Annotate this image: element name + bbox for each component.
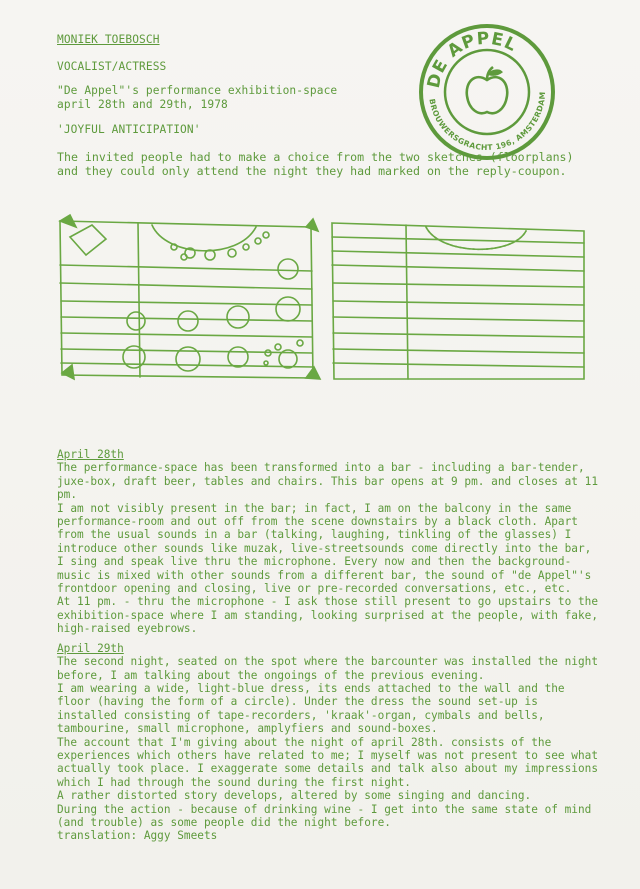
paragraph: The second night, seated on the spot where the barcounter was installed the night before, I am talking about the ongoings of the previous evening. bbox=[57, 655, 598, 682]
translation-credit: translation: Aggy Smeets bbox=[57, 829, 218, 843]
svg-text:BROUWERSGRACHT 196, AMSTERDAM: BROUWERSGRACHT 196, AMSTERDAM bbox=[427, 91, 548, 153]
paragraph: The account that I'm giving about the night of april 28th. consists of the experiences which others have related to me; I myself was not present to see what actually took place. I exaggerate some details and talk also about my impressions which I had through the sound during the first night. bbox=[57, 735, 598, 789]
floorplan-night-1 bbox=[60, 215, 320, 379]
paragraph: A rather distorted story develops, altered by some singing and dancing. bbox=[57, 789, 532, 803]
de-appel-stamp-logo bbox=[417, 22, 557, 162]
venue-line-1: "De Appel"'s performance exhibition-space bbox=[57, 84, 338, 97]
performance-description bbox=[57, 448, 602, 843]
venue-line-2: april 28th and 29th, 1978 bbox=[57, 98, 228, 111]
section-heading-april-29: April 29th bbox=[57, 641, 124, 655]
paragraph: I am wearing a wide, light-blue dress, its ends attached to the wall and the floor (having the form of a circle). Under the dress the sound set-up is installed consisting of tape-recorders, 'kraak'-organ, cymbals and bells, tambourine, small microphone, amplyfiers and sound-boxes. bbox=[57, 681, 565, 736]
paragraph: I am not visibly present in the bar; in fact, I am on the balcony in the same performance-room and out off from the scene downstairs by a black cloth. Apart from the usual sounds in a bar (talking, laughing, tinkling of the glasses) I introduce other sounds like muzak, live-streetsounds come directly into the bar, I sing and speak live thru the microphone. Every now and then the background-music is mixed with other sounds from a different bar, the sound of "de Appel"'s frontdoor opening and closing, live or pre-recorded conversations, etc., etc. bbox=[57, 501, 592, 596]
artist-name: MONIEK TOEBOSCH bbox=[57, 33, 160, 46]
floorplan-sketches bbox=[56, 213, 590, 388]
svg-text:DE APPEL: DE APPEL bbox=[423, 28, 521, 91]
paragraph: At 11 pm. - thru the microphone - I ask those still present to go upstairs to the exhibition-space where I am standing, looking surprised at the people, with fake, high-raised eyebrows. bbox=[57, 595, 598, 636]
intro-paragraph: The invited people had to make a choice from the two sketches (floorplans) and they could only attend the night they had marked on the reply-coupon. bbox=[57, 150, 574, 178]
artist-role: VOCALIST/ACTRESS bbox=[57, 60, 167, 73]
performance-title: 'JOYFUL ANTICIPATION' bbox=[57, 123, 201, 136]
apple-icon bbox=[467, 67, 508, 113]
paragraph: During the action - because of drinking wine - I get into the same state of mind (and trouble) as some people did the night before. bbox=[57, 802, 592, 829]
section-heading-april-28: April 28th bbox=[57, 448, 124, 461]
floorplan-night-2 bbox=[332, 223, 584, 379]
paragraph: The performance-space has been transformed into a bar - including a bar-tender, juxe-box, draft beer, tables and chairs. This bar opens at 9 pm. and closes at 11 pm. bbox=[57, 461, 598, 502]
